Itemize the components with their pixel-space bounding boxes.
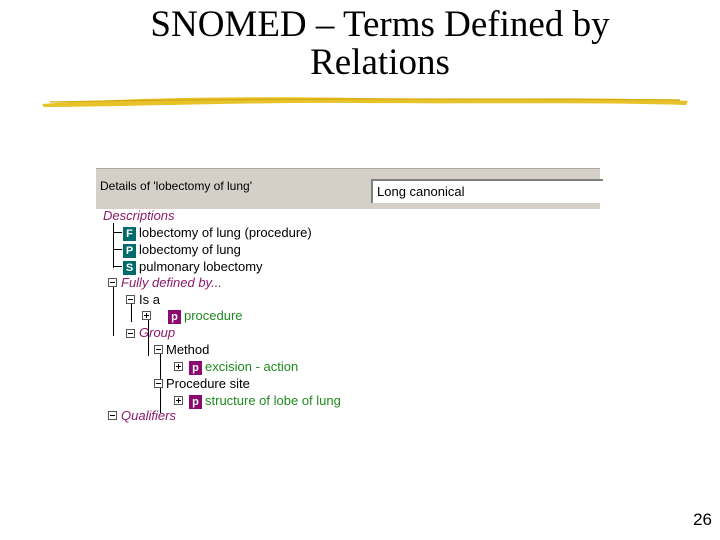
tree-line	[113, 223, 114, 268]
description-text: pulmonary lobectomy	[139, 259, 263, 274]
concept-text: procedure	[184, 308, 243, 323]
collapse-toggle[interactable]	[108, 278, 117, 287]
description-row[interactable]	[123, 225, 312, 240]
description-type-badge: P	[123, 244, 136, 258]
description-row[interactable]	[123, 242, 241, 257]
tree-line	[113, 266, 122, 267]
is-a-target-row[interactable]	[168, 308, 243, 323]
collapse-toggle[interactable]	[154, 345, 163, 354]
view-select-value: Long canonical	[377, 184, 465, 199]
concept-badge: p	[168, 310, 181, 324]
description-type-badge: S	[123, 261, 136, 275]
expand-toggle[interactable]	[174, 362, 183, 371]
panel-header	[96, 168, 600, 209]
details-label: Details of 'lobectomy of lung'	[100, 179, 252, 193]
collapse-toggle[interactable]	[126, 329, 135, 338]
title-underline	[40, 92, 690, 110]
view-select[interactable]	[371, 179, 603, 203]
collapse-toggle[interactable]	[126, 295, 135, 304]
expand-toggle[interactable]	[142, 311, 151, 320]
group-heading[interactable]: Group	[139, 325, 176, 340]
expand-toggle[interactable]	[174, 396, 183, 405]
is-a-label[interactable]: Is a	[139, 292, 160, 307]
method-target-row[interactable]	[189, 359, 298, 374]
slide-title	[40, 6, 720, 82]
tree-line	[113, 286, 114, 336]
descriptions-heading[interactable]: Descriptions	[103, 208, 175, 223]
slide-title-line-2: Relations	[310, 42, 450, 83]
page-number: 26	[693, 510, 712, 529]
fully-defined-heading[interactable]: Fully defined by...	[121, 275, 222, 290]
procedure-site-label[interactable]: Procedure site	[166, 376, 250, 391]
collapse-toggle[interactable]	[108, 411, 117, 420]
tree-line	[131, 302, 132, 322]
slide-title-line-1: SNOMED – Terms Defined by	[150, 4, 610, 45]
concept-details-panel	[96, 168, 600, 423]
collapse-toggle[interactable]	[154, 379, 163, 388]
description-text: lobectomy of lung (procedure)	[139, 225, 312, 240]
tree-line	[113, 249, 122, 250]
concept-text: structure of lobe of lung	[205, 393, 341, 408]
description-row[interactable]	[123, 259, 263, 274]
concept-tree	[96, 208, 600, 423]
concept-badge: p	[189, 361, 202, 375]
description-type-badge: F	[123, 227, 136, 241]
description-text: lobectomy of lung	[139, 242, 241, 257]
method-label[interactable]: Method	[166, 342, 210, 357]
tree-line	[113, 232, 122, 233]
concept-text: excision - action	[205, 359, 299, 374]
concept-badge: p	[189, 395, 202, 409]
qualifiers-heading[interactable]: Qualifiers	[121, 408, 176, 423]
procedure-site-target-row[interactable]	[189, 393, 341, 408]
